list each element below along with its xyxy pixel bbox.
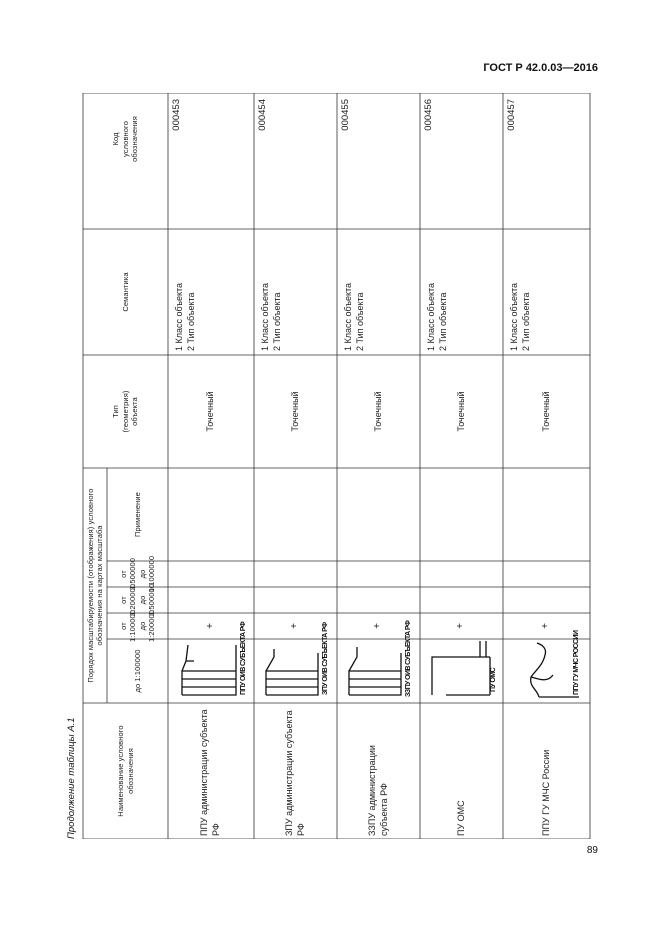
row3-semantics-2: 2 Тип объекта: [354, 292, 365, 351]
row1-name: ППУ администрации субъекта РФ: [199, 709, 221, 836]
row3-symbol-label: ЗЗПУ ОИВ СУБЪЕКТА РФ: [405, 620, 412, 697]
standard-number: ГОСТ Р 42.0.03—2016: [483, 62, 598, 74]
page-number: 89: [586, 845, 598, 856]
pu-oms-symbol: [426, 641, 500, 701]
rotated-table-region: [66, 93, 591, 839]
row5-mark: +: [540, 623, 552, 629]
row4-semantics-1: 1 Класс объекта: [426, 282, 436, 351]
row3-semantics-1: 1 Класс объекта: [343, 282, 353, 351]
row1-semantics-1: 1 Класс объекта: [174, 282, 184, 351]
header-application: Применение: [132, 492, 142, 537]
row5-semantics-2: 2 Тип объекта: [520, 292, 531, 351]
row5-symbol-label: ППУ ГУ МЧС РОССИИ: [573, 630, 580, 695]
row1-mark: +: [204, 623, 216, 629]
row1-semantics: [168, 229, 254, 355]
row1-symbol-label: ППУ ОИВ СУБЪЕКТА РФ: [240, 621, 247, 695]
row1-code: 000453: [171, 99, 182, 131]
row4-code: 000456: [423, 99, 434, 131]
row3-code: 000455: [340, 99, 351, 131]
header-scale-2: от 1:100000 до 1:200000: [118, 609, 156, 643]
header-scale-3: от 1:200000 до 1:500000: [118, 583, 156, 617]
row3-name: ЗЗПУ администрации субъекта РФ: [366, 745, 389, 836]
zzpu-administration-symbol: [343, 620, 415, 701]
row4-symbol-label: ПУ ОМС: [490, 667, 497, 692]
ppu-gu-mchs-symbol: [509, 630, 585, 701]
row4-type: Точечный: [455, 391, 466, 432]
header-scale-1: до 1:100000: [132, 649, 142, 693]
header-scale-4: от 1:500000 до 1:1000000: [118, 555, 156, 593]
row3-mark: +: [372, 623, 384, 629]
row4-mark: +: [455, 623, 467, 629]
row1-type: Точечный: [205, 391, 216, 432]
row4-semantics: [420, 229, 503, 355]
header-type: Тип (геометрия) объекта: [111, 390, 140, 433]
row2-symbol-label: ЗПУ ОИВ СУБЪЕКТА РФ: [322, 622, 329, 695]
header-scalability: Порядок масштабируемости (отображения) условного обозначения на картах масштаба: [85, 488, 104, 683]
row4-name: ПУ ОМС: [455, 800, 466, 836]
row3-semantics: [337, 229, 420, 355]
header-code: Код условного обозначения: [111, 116, 140, 162]
ppu-administration-symbol: [176, 621, 250, 701]
zpu-administration-symbol: [260, 622, 332, 701]
row3-type: Точечный: [372, 391, 383, 432]
row5-name: ППУ ГУ МЧС России: [540, 749, 551, 836]
row5-semantics-1: 1 Класс объекта: [509, 282, 519, 351]
row2-name: ЗПУ администрации субъекта РФ: [283, 710, 306, 836]
header-semantics: Семантика: [120, 272, 130, 312]
header-name: Наименование условного обозначения: [116, 725, 135, 817]
row2-semantics: [254, 229, 337, 355]
row5-type: Точечный: [540, 391, 551, 432]
table-caption: Продолжение таблицы А.1: [66, 717, 77, 839]
row4-semantics-2: 2 Тип объекта: [437, 292, 448, 351]
row2-semantics-1: 1 Класс объекта: [260, 282, 270, 351]
row1-semantics-2: 2 Тип объекта: [185, 292, 196, 351]
row2-type: Точечный: [289, 391, 300, 432]
row5-code: 000457: [506, 99, 517, 131]
row2-semantics-2: 2 Тип объекта: [271, 292, 282, 351]
row2-code: 000454: [257, 99, 268, 131]
row2-mark: +: [289, 623, 301, 629]
row5-semantics: [503, 229, 590, 355]
